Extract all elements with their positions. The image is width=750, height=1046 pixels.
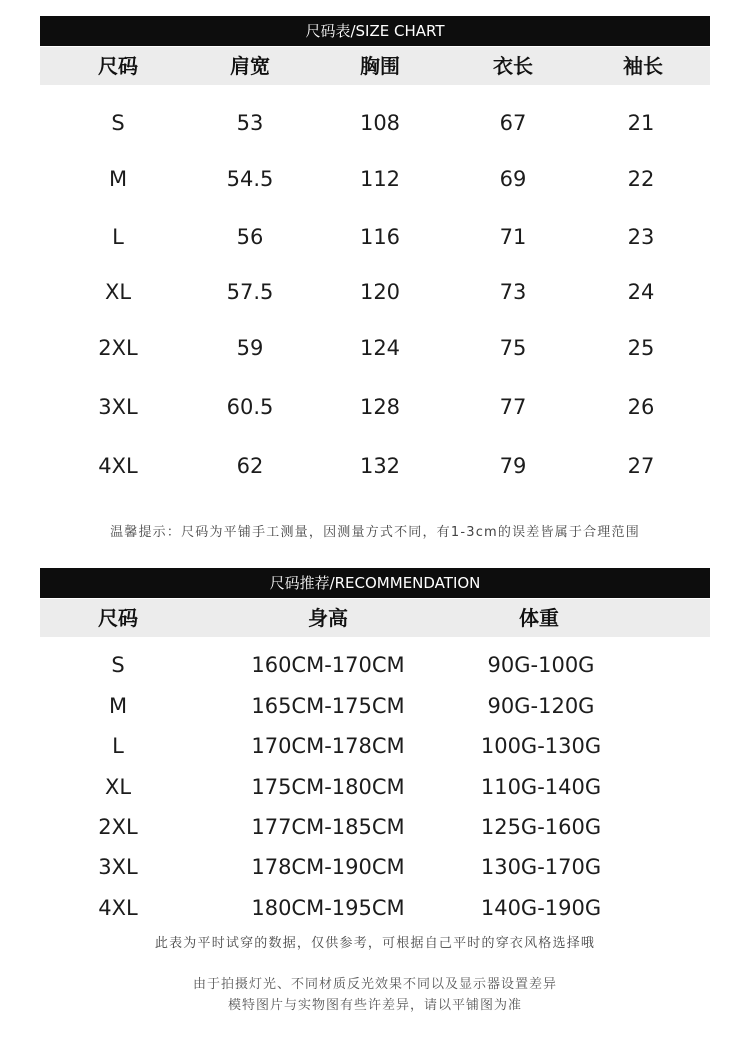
recommendation-cell: 160CM-170CM: [251, 653, 405, 677]
recommendation-cell: 2XL: [98, 815, 138, 839]
size-chart-row: [40, 328, 710, 368]
size-chart-cell: 132: [359, 454, 401, 478]
recommendation-cell: 180CM-195CM: [251, 896, 405, 920]
recommendation-cell: 177CM-185CM: [251, 815, 405, 839]
size-chart-cell: 108: [359, 111, 401, 135]
size-chart-header: [40, 47, 710, 85]
size-chart-cell: 25: [627, 336, 655, 360]
size-chart-cell: 128: [359, 395, 401, 419]
recommendation-cell: 130G-170G: [480, 855, 602, 879]
size-chart-cell: 22: [627, 167, 655, 191]
footer-line-1: 由于拍摄灯光、不同材质反光效果不同以及显示器设置差异: [192, 977, 557, 992]
recommendation-header: [40, 599, 710, 637]
size-chart-cell: 56: [236, 225, 264, 249]
size-chart-cell: 24: [627, 280, 655, 304]
recommendation-cell: 4XL: [98, 896, 138, 920]
size-chart-title: 尺码表/SIZE CHART: [40, 16, 710, 46]
header-height: 身高: [308, 606, 348, 630]
size-chart-cell: 60.5: [226, 395, 274, 419]
size-chart-cell: 67: [499, 111, 527, 135]
recommendation-cell: 110G-140G: [480, 775, 602, 799]
size-chart-cell: 62: [236, 454, 264, 478]
size-chart-cell: 69: [499, 167, 527, 191]
size-chart-cell: 53: [236, 111, 264, 135]
size-chart-cell: S: [111, 111, 125, 135]
recommendation-cell: 165CM-175CM: [251, 694, 405, 718]
size-chart-cell: 2XL: [98, 336, 138, 360]
size-chart-cell: 71: [499, 225, 527, 249]
size-chart-cell: M: [108, 167, 128, 191]
recommendation-cell: 90G-120G: [487, 694, 595, 718]
size-chart-cell: L: [112, 225, 124, 249]
size-chart-cell: 23: [627, 225, 655, 249]
recommendation-cell: S: [111, 653, 125, 677]
size-chart-cell: 73: [499, 280, 527, 304]
recommendation-row: [40, 807, 710, 847]
recommendation-cell: 178CM-190CM: [251, 855, 405, 879]
size-chart-row: [40, 159, 710, 199]
size-chart-cell: 57.5: [226, 280, 274, 304]
size-chart-row: [40, 217, 710, 257]
size-chart-cell: 112: [359, 167, 401, 191]
footer-line-2: 模特图片与实物图有些许差异，请以平铺图为准: [227, 998, 522, 1013]
recommendation-cell: 90G-100G: [487, 653, 595, 677]
size-chart-note: 温馨提示：尺码为平铺手工测量，因测量方式不同，有1-3cm的误差皆属于合理范围: [110, 525, 640, 540]
size-chart-cell: 4XL: [98, 454, 138, 478]
recommendation-row: [40, 888, 710, 928]
recommendation-cell: 125G-160G: [480, 815, 602, 839]
size-chart-cell: 120: [359, 280, 401, 304]
size-chart-cell: 27: [627, 454, 655, 478]
recommendation-row: [40, 686, 710, 726]
recommendation-title: 尺码推荐/RECOMMENDATION: [40, 568, 710, 598]
size-chart-cell: 21: [627, 111, 655, 135]
size-chart-cell: 77: [499, 395, 527, 419]
size-chart-cell: 116: [359, 225, 401, 249]
recommendation-cell: 100G-130G: [480, 734, 602, 758]
header-chest: 胸围: [360, 54, 400, 78]
size-chart-cell: 124: [359, 336, 401, 360]
recommendation-row: [40, 726, 710, 766]
recommendation-note: 此表为平时试穿的数据，仅供参考，可根据自己平时的穿衣风格选择哦: [154, 936, 596, 951]
recommendation-cell: XL: [104, 775, 132, 799]
size-chart-row: [40, 272, 710, 312]
header-size: 尺码: [98, 54, 138, 78]
header-length: 衣长: [493, 54, 533, 78]
header-size: 尺码: [98, 606, 138, 630]
recommendation-cell: L: [112, 734, 124, 758]
size-chart-row: [40, 387, 710, 427]
recommendation-row: [40, 645, 710, 685]
size-chart-cell: 79: [499, 454, 527, 478]
header-weight: 体重: [519, 606, 559, 630]
size-chart-cell: XL: [104, 280, 132, 304]
recommendation-cell: 140G-190G: [480, 896, 602, 920]
recommendation-cell: 175CM-180CM: [251, 775, 405, 799]
size-chart-cell: 3XL: [98, 395, 138, 419]
size-chart-cell: 75: [499, 336, 527, 360]
recommendation-row: [40, 847, 710, 887]
size-chart-cell: 59: [236, 336, 264, 360]
size-chart-cell: 54.5: [226, 167, 274, 191]
header-shoulder-width: 肩宽: [230, 54, 270, 78]
recommendation-cell: 170CM-178CM: [251, 734, 405, 758]
recommendation-cell: 3XL: [98, 855, 138, 879]
header-sleeve: 袖长: [623, 54, 663, 78]
recommendation-row: [40, 767, 710, 807]
recommendation-cell: M: [108, 694, 128, 718]
size-chart-cell: 26: [627, 395, 655, 419]
size-chart-row: [40, 446, 710, 486]
size-chart-row: [40, 103, 710, 143]
